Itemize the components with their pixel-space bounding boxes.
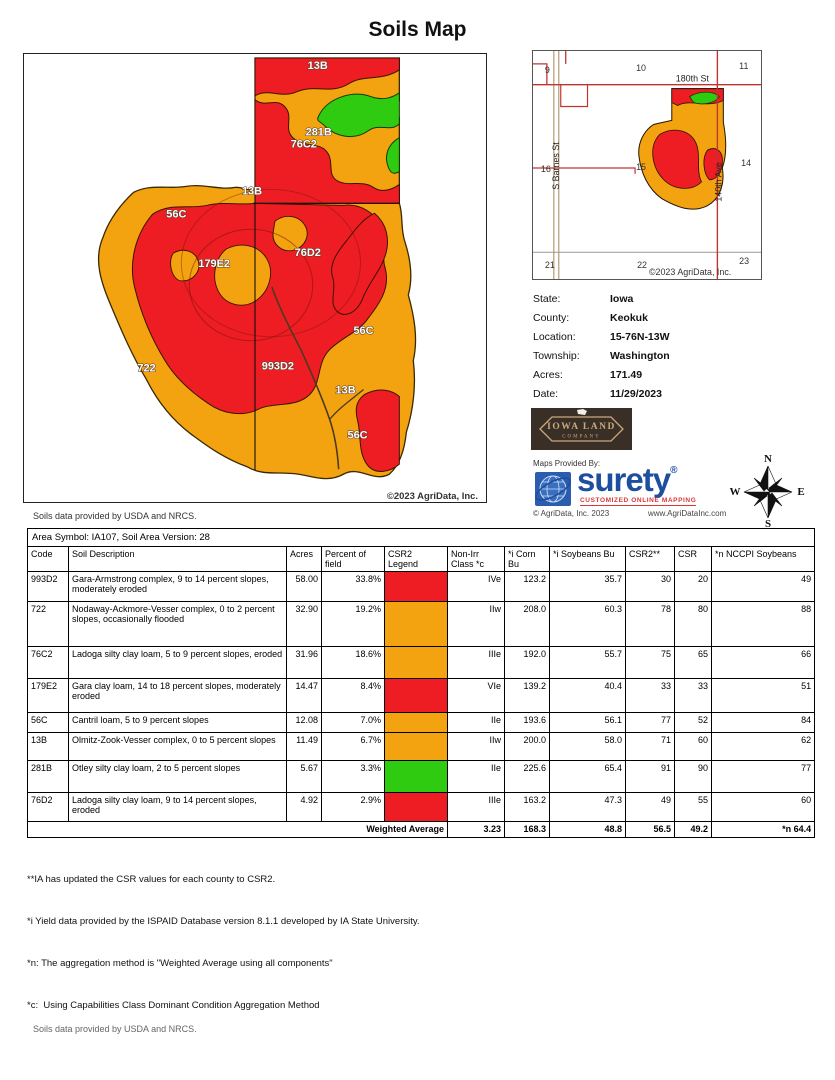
soils-table-section [27, 528, 815, 1041]
cell-code: 993D2 [28, 572, 69, 602]
cell-nccpi: 66 [712, 647, 815, 679]
cell-corn: 225.6 [505, 761, 550, 793]
iowa-land-logo-svg [531, 408, 632, 450]
section-number: 22 [637, 260, 648, 271]
footnote: *c: Using Capabilities Class Dominant Condition Aggregation Method [27, 1000, 320, 1011]
iowa-land-company-logo [531, 408, 632, 450]
table-row [28, 647, 815, 679]
col-header-nccpi: *n NCCPI Soybeans [712, 547, 815, 572]
soil-code-label: 13B [307, 59, 328, 72]
compass-rose-icon [730, 452, 806, 528]
info-value: Keokuk [610, 311, 648, 324]
logo-text-line2: COMPANY [562, 434, 601, 440]
soil-code-label: 56C [166, 208, 187, 221]
surety-tagline: CUSTOMIZED ONLINE MAPPING [580, 497, 697, 504]
info-row-county [533, 308, 823, 327]
weighted-average-row [28, 822, 815, 838]
cell-csr: 52 [675, 713, 712, 733]
soil-code-label: 179E2 [198, 258, 231, 271]
cell-csr2: 91 [626, 761, 675, 793]
cell-description: Gara-Armstrong complex, 9 to 14 percent slopes, moderately eroded [69, 572, 287, 602]
cell-csr: 33 [675, 679, 712, 713]
col-header-csr2-legend: CSR2 Legend [385, 547, 448, 572]
cell-csr: 90 [675, 761, 712, 793]
cell-class: IIw [448, 733, 505, 761]
csr2-legend-swatch [385, 713, 448, 733]
wavg-soybeans: 48.8 [550, 822, 626, 838]
csr2-legend-swatch [385, 572, 448, 602]
cell-csr2: 71 [626, 733, 675, 761]
soil-region-orange [273, 216, 307, 250]
info-value: 171.49 [610, 368, 643, 381]
cell-description: Nodaway-Ackmore-Vesser complex, 0 to 2 percent slopes, occasionally flooded [69, 602, 287, 647]
cell-code: 722 [28, 602, 69, 647]
cell-acres: 31.96 [287, 647, 322, 679]
surety-wordmark [577, 461, 677, 499]
cell-nccpi: 60 [712, 793, 815, 822]
footnote: **IA has updated the CSR values for each county to CSR2. [27, 874, 276, 885]
maps-provided-by-label: Maps Provided By: [533, 459, 601, 468]
parcel-info-block [533, 289, 823, 403]
col-header-soybeans: *i Soybeans Bu [550, 547, 626, 572]
cell-acres: 5.67 [287, 761, 322, 793]
soil-code-label: 13B [241, 185, 263, 198]
table-header-row [28, 547, 815, 572]
cell-csr2: 78 [626, 602, 675, 647]
locator-map-image [532, 50, 762, 280]
cell-class: IIw [448, 602, 505, 647]
cell-corn: 139.2 [505, 679, 550, 713]
section-number: 16 [540, 163, 551, 174]
soil-code-label: 76D2 [294, 247, 321, 260]
globe-icon [533, 470, 573, 508]
cell-csr: 55 [675, 793, 712, 822]
info-value: Iowa [610, 292, 634, 305]
cell-class: IIe [448, 713, 505, 733]
footnotes-block [27, 845, 815, 1041]
csr2-legend-swatch [385, 647, 448, 679]
info-row-date [533, 384, 823, 403]
col-header-corn: *i Corn Bu [505, 547, 550, 572]
cell-code: 13B [28, 733, 69, 761]
info-value: 11/29/2023 [610, 387, 662, 400]
cell-class: IVe [448, 572, 505, 602]
cell-soybeans: 40.4 [550, 679, 626, 713]
info-value: 15-76N-13W [610, 330, 670, 343]
compass-s: S [764, 518, 772, 528]
info-label: Township: [533, 349, 580, 362]
page-title: Soils Map [368, 18, 467, 41]
table-row [28, 602, 815, 647]
col-header-percent: Percent of field [322, 547, 385, 572]
info-label: Location: [533, 330, 576, 343]
info-label: State: [533, 292, 561, 305]
cell-class: IIIe [448, 647, 505, 679]
cell-soybeans: 56.1 [550, 713, 626, 733]
cell-percent: 7.0% [322, 713, 385, 733]
weighted-average-label: Weighted Average [28, 822, 448, 838]
section-number: 11 [739, 60, 749, 71]
cell-code: 76C2 [28, 647, 69, 679]
soil-code-label: 56C [347, 429, 368, 442]
map-caption: Soils data provided by USDA and NRCS. [33, 511, 197, 521]
info-row-state [533, 289, 823, 308]
info-row-township [533, 346, 823, 365]
cell-csr: 65 [675, 647, 712, 679]
cell-acres: 14.47 [287, 679, 322, 713]
cell-csr: 80 [675, 602, 712, 647]
cell-description: Olmitz-Zook-Vesser complex, 0 to 5 percent slopes [69, 733, 287, 761]
surety-name: surety [577, 461, 671, 498]
cell-corn: 163.2 [505, 793, 550, 822]
section-number: 15 [636, 161, 647, 172]
locator-copyright: ©2023 AgriData, Inc. [648, 267, 732, 278]
cell-code: 179E2 [28, 679, 69, 713]
cell-soybeans: 55.7 [550, 647, 626, 679]
info-row-acres [533, 365, 823, 384]
cell-class: VIe [448, 679, 505, 713]
area-symbol: Area Symbol: IA107, Soil Area Version: 28 [28, 529, 815, 547]
col-header-csr2: CSR2** [626, 547, 675, 572]
logo-text-line1: IOWA LAND [547, 422, 616, 432]
soils-map-svg [24, 54, 486, 502]
registered-mark: ® [670, 465, 678, 476]
wavg-nccpi: *n 64.4 [712, 822, 815, 838]
csr2-legend-swatch [385, 733, 448, 761]
area-symbol-row [28, 529, 815, 547]
wavg-csr2: 56.5 [626, 822, 675, 838]
compass-svg [730, 452, 806, 528]
surety-copyright: © AgriData, Inc. 2023 [533, 509, 610, 518]
csr2-legend-swatch [385, 793, 448, 822]
iowa-state-icon [577, 409, 587, 415]
cell-nccpi: 88 [712, 602, 815, 647]
soils-table [27, 528, 815, 838]
footnote: *n: The aggregation method is "Weighted Average using all components" [27, 958, 333, 969]
cell-corn: 200.0 [505, 733, 550, 761]
cell-corn: 192.0 [505, 647, 550, 679]
compass-e: E [797, 486, 805, 498]
info-row-location [533, 327, 823, 346]
cell-acres: 4.92 [287, 793, 322, 822]
csr2-legend-swatch [385, 761, 448, 793]
road-line [561, 85, 588, 107]
soil-code-label: 13B [335, 384, 356, 397]
cell-percent: 8.4% [322, 679, 385, 713]
compass-n: N [764, 453, 772, 465]
compass-w: W [730, 486, 741, 498]
soil-region-orange [171, 250, 199, 281]
col-header-csr: CSR [675, 547, 712, 572]
section-number: 10 [636, 62, 647, 73]
csr2-legend-swatch [385, 602, 448, 647]
cell-csr2: 75 [626, 647, 675, 679]
soils-map-image [23, 53, 487, 503]
cell-corn: 123.2 [505, 572, 550, 602]
cell-percent: 6.7% [322, 733, 385, 761]
cell-class: IIe [448, 761, 505, 793]
info-label: County: [533, 311, 570, 324]
col-header-description: Soil Description [69, 547, 287, 572]
wavg-class: 3.23 [448, 822, 505, 838]
cell-class: IIIe [448, 793, 505, 822]
cell-soybeans: 60.3 [550, 602, 626, 647]
road-label-180th-st: 180th St [675, 73, 709, 84]
col-header-acres: Acres [287, 547, 322, 572]
table-row [28, 793, 815, 822]
cell-nccpi: 49 [712, 572, 815, 602]
footnote: *i Yield data provided by the ISPAID Database version 8.1.1 developed by IA State University. [27, 916, 420, 927]
locator-map-svg [533, 51, 761, 279]
surety-website: www.AgriDataInc.com [648, 509, 727, 518]
table-row [28, 572, 815, 602]
cell-nccpi: 84 [712, 713, 815, 733]
cell-soybeans: 47.3 [550, 793, 626, 822]
section-number: 14 [741, 157, 752, 168]
col-header-nonirr-class: Non-Irr Class *c [448, 547, 505, 572]
info-label: Acres: [533, 368, 563, 381]
cell-code: 56C [28, 713, 69, 733]
cell-percent: 2.9% [322, 793, 385, 822]
footer-caption: Soils data provided by USDA and NRCS. [33, 1024, 197, 1034]
map-copyright: ©2023 AgriData, Inc. [386, 491, 479, 502]
cell-description: Cantril loam, 5 to 9 percent slopes [69, 713, 287, 733]
cell-code: 281B [28, 761, 69, 793]
cell-soybeans: 58.0 [550, 733, 626, 761]
soil-code-label: 76C2 [290, 138, 317, 151]
cell-acres: 11.49 [287, 733, 322, 761]
road-label-s-barnes-st: S Barnes St [550, 142, 561, 190]
wavg-corn: 168.3 [505, 822, 550, 838]
soil-code-label: 993D2 [261, 360, 295, 373]
cell-corn: 193.6 [505, 713, 550, 733]
cell-acres: 32.90 [287, 602, 322, 647]
cell-soybeans: 35.7 [550, 572, 626, 602]
soil-code-label: 281B [305, 126, 332, 139]
table-row [28, 679, 815, 713]
cell-csr: 20 [675, 572, 712, 602]
cell-nccpi: 77 [712, 761, 815, 793]
cell-description: Otley silty clay loam, 2 to 5 percent slopes [69, 761, 287, 793]
cell-percent: 18.6% [322, 647, 385, 679]
cell-percent: 33.8% [322, 572, 385, 602]
cell-description: Gara clay loam, 14 to 18 percent slopes, moderately eroded [69, 679, 287, 713]
cell-soybeans: 65.4 [550, 761, 626, 793]
info-label: Date: [533, 387, 559, 400]
soil-code-label: 722 [137, 362, 156, 375]
road-label-140th-ave: 140th Ave [713, 162, 724, 202]
cell-percent: 3.3% [322, 761, 385, 793]
cell-csr2: 77 [626, 713, 675, 733]
table-row [28, 761, 815, 793]
cell-code: 76D2 [28, 793, 69, 822]
section-number: 21 [544, 260, 555, 271]
table-row [28, 733, 815, 761]
cell-description: Ladoga silty clay loam, 5 to 9 percent slopes, eroded [69, 647, 287, 679]
csr2-legend-swatch [385, 679, 448, 713]
cell-corn: 208.0 [505, 602, 550, 647]
section-number: 23 [739, 256, 750, 267]
cell-csr2: 33 [626, 679, 675, 713]
table-row [28, 713, 815, 733]
cell-csr2: 30 [626, 572, 675, 602]
cell-percent: 19.2% [322, 602, 385, 647]
cell-description: Ladoga silty clay loam, 9 to 14 percent slopes, eroded [69, 793, 287, 822]
wavg-csr: 49.2 [675, 822, 712, 838]
cell-acres: 12.08 [287, 713, 322, 733]
cell-nccpi: 62 [712, 733, 815, 761]
col-header-code: Code [28, 547, 69, 572]
cell-csr: 60 [675, 733, 712, 761]
cell-acres: 58.00 [287, 572, 322, 602]
section-number: 9 [544, 64, 550, 75]
soil-code-label: 56C [353, 324, 374, 337]
cell-nccpi: 51 [712, 679, 815, 713]
info-value: Washington [610, 349, 670, 362]
cell-csr2: 49 [626, 793, 675, 822]
